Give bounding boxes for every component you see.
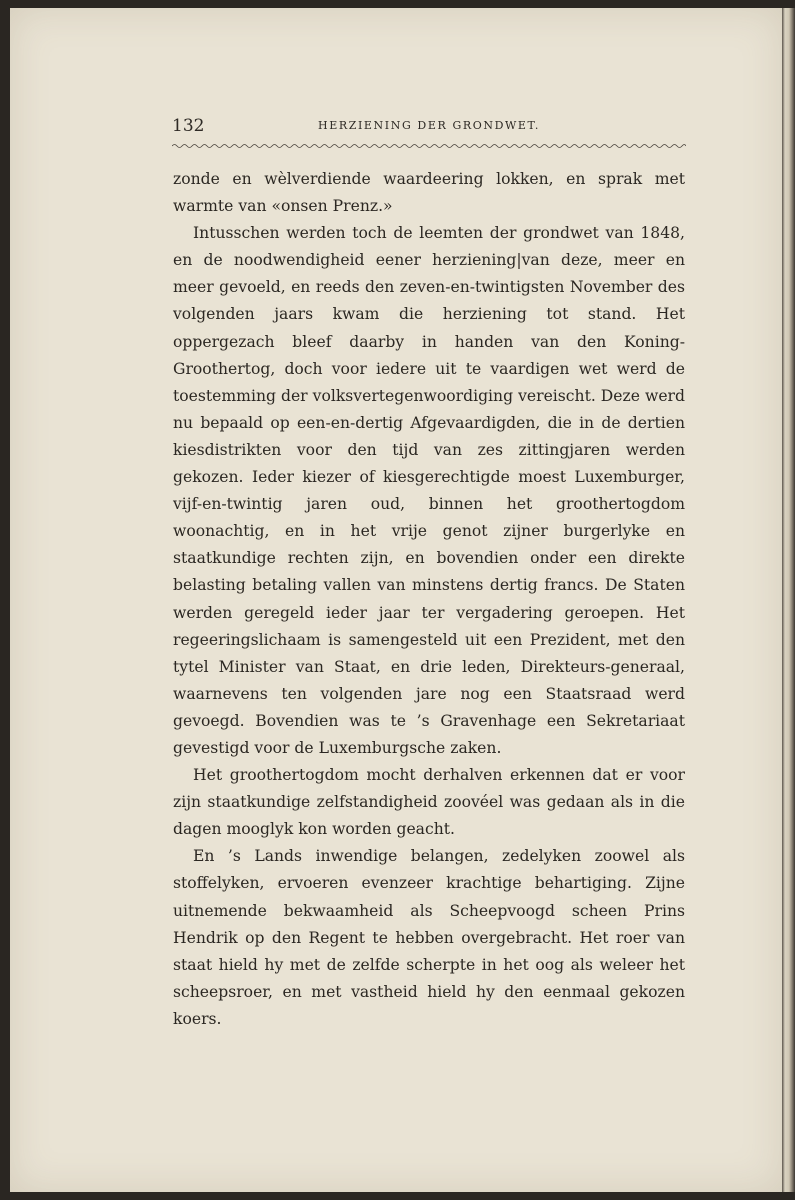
paragraph: zonde en wèlverdiende waardeering lokken, en sprak met warmte van «onsen Prenz.»: [173, 170, 685, 216]
page-edge: [782, 8, 795, 1192]
paragraph: Intusschen werden toch de leemten der grondwet van 1848, en de noodwendigheid eener herziening|van deze, meer en meer gevoeld, en reeds den zeven-en-twintigsten November des volgenden jaars kwam die herziening tot stand. Het oppergezach bleef daarby in handen van den Koning-Groothertog, doch voor iedere uit te vaardigen wet werd de toestemming der volksvertegenwoordiging vereischt. Deze werd nu bepaald op een-en-dertig Afgevaardigden, die in de dertien kiesdistrikten voor den tijd van zes zittingjaren werden gekozen. Ieder kiezer of kiesgerechtigde moest Luxemburger, vijf-en-twintig jaren oud, binnen het groothertogdom woonachtig, en in het vrije genot zijner burgerlyke en staatkundige rechten zijn, en bovendien onder een direkte belasting betaling vallen van minstens dertig francs. De Staten werden geregeld ieder jaar ter vergadering geroepen. Het regeeringslichaam is samengesteld uit een Prezident, met den tytel Minister van Staat, en drie leden, Direkteurs-generaal, waarnevens ten volgenden jare nog een Staatsraad werd gevoegd. Bovendien was te ’s Gravenhage een Sekretariaat gevestigd voor de Luxemburgsche zaken.: [173, 224, 685, 757]
page-number: 132: [172, 116, 205, 136]
header-rule: [172, 143, 686, 149]
running-title: HERZIENING DER GRONDWET.: [318, 119, 540, 132]
paragraph: En ’s Lands inwendige belangen, zedelyken zoowel als stoffelyken, ervoeren evenzeer krachtige behartiging. Zijne uitnemende bekwaamheid als Scheepvoogd scheen Prins Hendrik op den Regent te hebben overgebracht. Het roer van staat hield hy met de zelfde scherpte in het oog als weleer het scheepsroer, en met vastheid hield hy den eenmaal gekozen koers.: [173, 847, 685, 1028]
body-text: [173, 166, 685, 1033]
page-header: [172, 116, 686, 140]
paragraph: Het groothertogdom mocht derhalven erkennen dat er voor zijn staatkundige zelfstandigheid zoovéel was gedaan als in die dagen mooglyk kon worden geacht.: [173, 766, 685, 839]
